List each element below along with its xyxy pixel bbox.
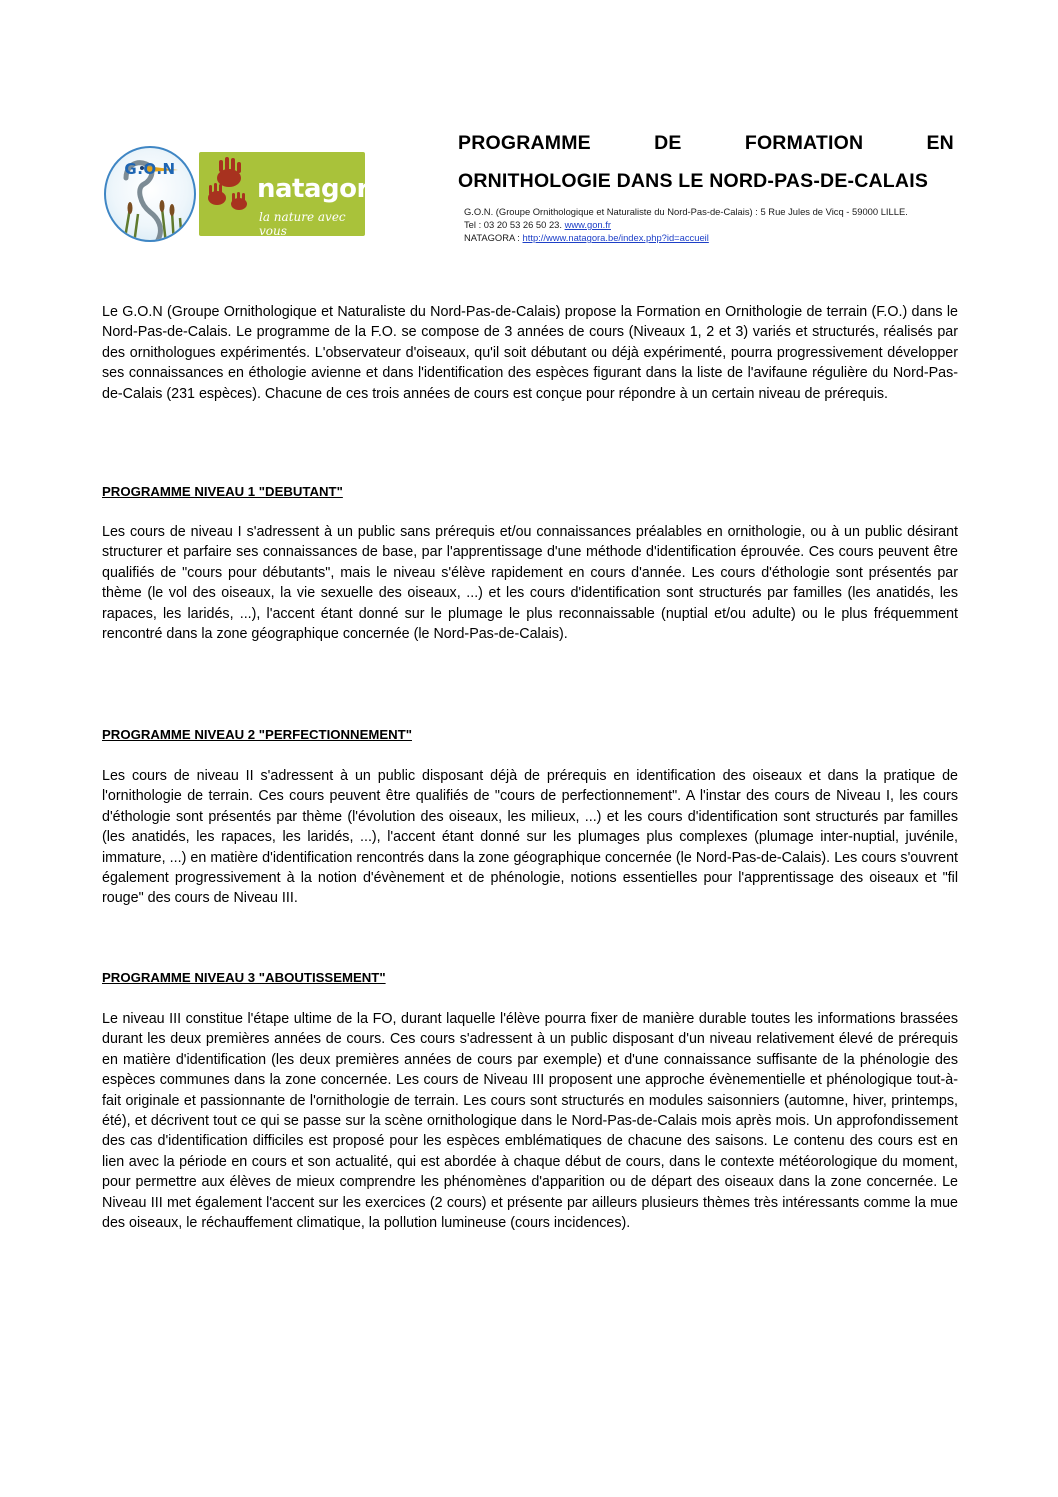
title-word: DE <box>654 132 682 154</box>
contact-block <box>464 205 1004 244</box>
gon-logo-text: G.O.N <box>124 160 176 178</box>
contact-phone-line <box>464 218 1004 231</box>
title-line-1 <box>458 124 954 162</box>
gon-website-link[interactable]: www.gon.fr <box>564 219 611 230</box>
contact-phone: Tel : 03 20 53 26 50 23. <box>464 219 565 230</box>
natagora-wordmark: natagora <box>257 174 386 204</box>
title-word: PROGRAMME <box>458 132 591 154</box>
contact-natagora-line <box>464 231 1004 244</box>
natagora-slogan: la nature avec vous <box>259 210 346 238</box>
document-title <box>458 124 954 200</box>
natagora-website-link[interactable]: http://www.natagora.be/index.php?id=accueil <box>522 232 709 243</box>
section-heading-niveau-1: PROGRAMME NIVEAU 1 "DEBUTANT" <box>102 484 343 499</box>
section-heading-niveau-3: PROGRAMME NIVEAU 3 "ABOUTISSEMENT" <box>102 970 386 985</box>
section-text-niveau-2: Les cours de niveau II s'adressent à un public disposant déjà de prérequis en identification des oiseaux et dans la pratique de l'ornithologie de terrain. Ces cours peuvent être qualifiés de "cours de perfectionnement". A l'instar des cours de Niveau I, les cours d'éthologie sont présentés par thème (l'évolution des oiseaux, les milieux, ...) et les cours d'identification sont structurés par familles (les anatidés, les rapaces, les laridés, ...), l'accent étant donné sur les plumages plus complexes (plumage inter-nuptial, juvénile, immature, ...) en matière d'identification rencontrés dans la zone géographique concernée (le Nord-Pas-de-Calais). Les cours s'ouvrent également progressivement à la notion d'évènement et de phénologie, notions essentielles pour l'apprentissage des oiseaux et "fil rouge" des cours de Niveau III. <box>102 768 958 907</box>
section-heading-niveau-2: PROGRAMME NIVEAU 2 "PERFECTIONNEMENT" <box>102 727 412 742</box>
title-word: EN <box>926 132 954 154</box>
natagora-label: NATAGORA : <box>464 232 523 243</box>
section-text-niveau-3: Le niveau III constitue l'étape ultime de la FO, durant laquelle l'élève pourra fixer de manière durable toutes les informations brassées durant les deux premières années de cours. Ces cours s'adressent à un public disposant d'un niveau relativement élevé de prérequis en matière d'identification (les deux premières années de cours par exemple) et d'une connaissance suffisante de la phénologie des espèces communes dans la zone concernée. Les cours de Niveau III proposent une approche évènementielle et phénologique tout-à-fait originale et passionnante de l'ornithologie de terrain. Les cours sont structurés en modules saisonniers (automne, hiver, printemps, été), et décrivent tout ce qui se passe sur la scène ornithologique dans le Nord-Pas-de-Calais mois après mois. Un approfondissement des cas d'identification difficiles est proposé pour les espèces emblématiques de chacune des saisons. Le contenu des cours est en lien avec la période en cours et son actualité, qui est abordée à chaque début de cours, dans le contexte météorologique du moment, pour permettre aux élèves de mieux comprendre les phénomènes d'apparition ou de départ des oiseaux dans la zone concernée. Le Niveau III met également l'accent sur les exercices (2 cours) et présente par ailleurs plusieurs thèmes très intéressants comme la mue des oiseaux, le réchauffement climatique, la pollution lumineuse (cours incidences). <box>102 1011 958 1232</box>
gon-logo <box>104 146 196 242</box>
title-line-2: ORNITHOLOGIE DANS LE NORD-PAS-DE-CALAIS <box>458 170 929 192</box>
section-text-niveau-1: Les cours de niveau I s'adressent à un public sans prérequis et/ou connaissances préalables en ornithologie, ou à un public désirant structurer et parfaire ses connaissances de base, par l'apprentissage d'une méthode d'identification éprouvée. Ces cours peuvent être qualifiés de "cours pour débutants", mais le niveau s'élève rapidement en cours d'année. Les cours d'éthologie sont présentés par thème (le vol des oiseaux, la vie sexuelle des oiseaux, ...) et les cours d'identification sont structurés par familles (les anatidés, les rapaces, les laridés, ...), l'accent étant donné sur le plumage le plus reconnaissable (nuptial et/ou adulte) ou le plus fréquemment rencontré dans la zone géographique concernée (le Nord-Pas-de-Calais). <box>102 524 958 643</box>
natagora-logo <box>199 152 386 238</box>
contact-address: G.O.N. (Groupe Ornithologique et Naturaliste du Nord-Pas-de-Calais) : 5 Rue Jules de Vicq - 59000 LILLE. <box>464 206 908 217</box>
intro-paragraph: Le G.O.N (Groupe Ornithologique et Naturaliste du Nord-Pas-de-Calais) propose la Formation en Ornithologie de terrain (F.O.) dans le Nord-Pas-de-Calais. Le programme de la F.O. se compose de 3 années de cours (Niveaux 1, 2 et 3) variés et structurés, réalisés par des ornithologues expérimentés. L'observateur d'oiseaux, qu'il soit débutant ou déjà expérimenté, pourra progressivement développer ses connaissances en éthologie avienne et dans l'identification des espèces figurant dans la liste de l'avifaune régulière du Nord-Pas-de-Calais (231 espèces). Chacune de ces trois années de cours est conçue pour répondre à un certain niveau de prérequis. <box>102 304 958 402</box>
title-word: FORMATION <box>744 132 864 154</box>
